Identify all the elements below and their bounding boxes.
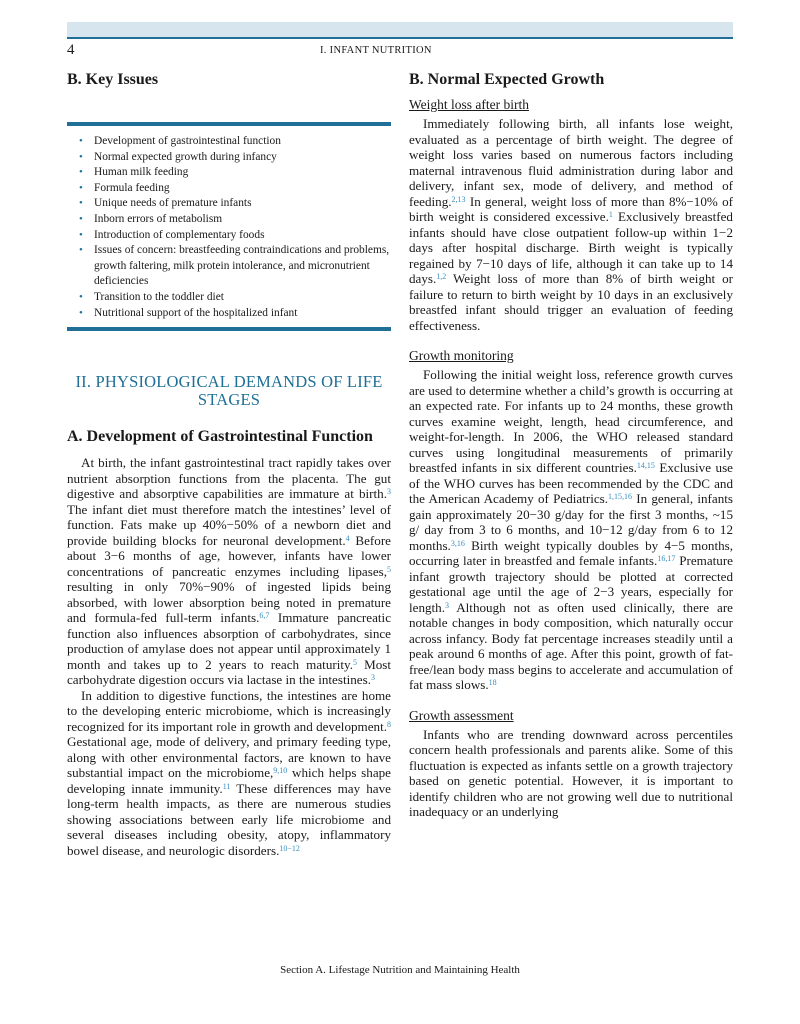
bullet-icon: •	[79, 306, 83, 319]
citation-link[interactable]: 14,15	[636, 461, 655, 470]
text-run: Birth weight typically doubles by 4−5 months, occurring later in breastfed and female infants.	[409, 537, 733, 568]
citation-link[interactable]: 9,10	[273, 766, 288, 776]
bullet-icon: •	[79, 212, 83, 225]
citation-link[interactable]: 1	[608, 210, 613, 219]
key-issue-text: Formula feeding	[94, 181, 170, 194]
subheading-weight-loss: Weight loss after birth	[409, 97, 530, 112]
key-issue-text: Human milk feeding	[94, 166, 189, 179]
text-run: In general, infants gain approximately 20−30 g/day for the first 3 months, ~15 g/ day from 3 to 6 months, and 10−12 g/day from 6 to 12 months.	[409, 491, 733, 553]
citation-link[interactable]: 1,15,16	[608, 492, 633, 501]
text-run: Exclusive use of the WHO curves has been recommended by the CDC and the American Academy of Pediatrics.	[409, 460, 733, 506]
citation-link[interactable]: 1,2	[436, 272, 447, 281]
growth-heading: B. Normal Expected Growth	[409, 71, 605, 88]
key-issue-text: Issues of concern: breastfeeding contraindications and problems, growth faltering, milk protein intolerance, and micronutrient deficiencies	[94, 244, 390, 288]
key-issue-item	[67, 181, 391, 197]
text-run: Gestational age, mode of delivery, and primary feeding type, along with other environmental factors, are known to have substantial impact on the microbiome,	[67, 734, 391, 781]
citation-link[interactable]: 10−12	[279, 843, 300, 853]
citation-link[interactable]: 3	[370, 673, 375, 683]
key-issue-text: Unique needs of premature infants	[94, 197, 252, 210]
bullet-icon: •	[79, 228, 83, 241]
key-issue-item	[67, 134, 391, 150]
text-run: Before about 3−6 months of age, however, infants have lower concentrations of pancreatic enzymes including lipases,	[67, 532, 391, 579]
key-issue-item	[67, 165, 391, 181]
right-column	[409, 68, 733, 820]
body-paragraph	[67, 455, 391, 688]
text-run: Infants who are trending downward across percentiles concern health professionals and parents alike. Some of this fluctuation is expected as infants settle on a growth trajectory based on genetic potential. However, it is important to identify children who are not growing well due to nutritional inadequacy or an underlying	[409, 726, 733, 819]
subsection-heading: A. Development of Gastrointestinal Function	[67, 428, 373, 446]
citation-link[interactable]: 5	[387, 564, 391, 574]
subheading-growth-monitoring: Growth monitoring	[409, 348, 514, 363]
citation-link[interactable]: 8	[387, 719, 391, 729]
key-issues-box	[67, 122, 391, 331]
citation-link[interactable]: 4	[345, 533, 350, 543]
text-run: Premature infant growth trajectory should be plotted at corrected gestational age until the age of 2−3 years, especially for length.	[409, 553, 733, 615]
page-number: 4	[67, 42, 75, 58]
citation-link[interactable]: 16,17	[657, 554, 676, 563]
text-run: In general, weight loss of more than 8%−10% of birth weight is considered excessive.	[409, 193, 733, 224]
key-issues-list	[67, 134, 391, 321]
key-issue-item	[67, 150, 391, 166]
key-issue-text: Nutritional support of the hospitalized infant	[94, 306, 298, 319]
key-issue-item	[67, 212, 391, 228]
key-issue-text: Development of gastrointestinal function	[94, 135, 281, 147]
bullet-icon: •	[79, 150, 83, 163]
body-paragraph	[409, 116, 733, 333]
subheading-growth-assessment: Growth assessment	[409, 707, 514, 723]
body-paragraph	[67, 688, 391, 859]
text-run: Most carbohydrate digestion occurs via lactase in the intestines.	[67, 656, 391, 688]
text-run: Following the initial weight loss, reference growth curves are used to determine whether a child’s growth is occurring at an expected rate. For infants up to 24 months, these growth curves examine weight, length, head circumference, and weight-for-length. In 2006, the WHO released standard curves using longitudinal measurements of primarily breastfed infants in six different countries.	[409, 367, 733, 475]
text-run: Immature pancreatic function also influences absorption of carbohydrates, since production of amylase does not appear until approximately 1 month and takes up to 2 years to reach maturity.	[67, 610, 392, 672]
citation-link[interactable]: 3,16	[450, 538, 465, 548]
text-run: The infant diet must therefore match the intestines’ level of function. Fats make up 40%−50% of a newborn diet and provide building blocks for neuronal development.	[67, 501, 391, 548]
text-run: These differences may have long-term health impacts, as there are numerous studies showing associations between early life microbiome and several diseases including obesity, atopy, inflammatory bowel disease, and neurologic disorders.	[67, 780, 391, 858]
bullet-icon: •	[79, 166, 83, 179]
left-column	[67, 68, 391, 858]
citation-link[interactable]: 3	[387, 487, 391, 497]
bullet-icon: •	[79, 244, 83, 257]
bullet-icon: •	[79, 181, 83, 194]
running-head: I. INFANT NUTRITION	[320, 45, 432, 56]
key-issue-item	[67, 306, 391, 322]
text-run: which helps shape developing innate immunity.	[67, 765, 391, 796]
key-issues-heading: B. Key Issues	[67, 71, 159, 88]
section-heading: II. PHYSIOLOGICAL DEMANDS OF LIFE STAGES	[75, 372, 383, 410]
text-run: At birth, the infant gastrointestinal tract rapidly takes over nutrient absorption functions from the placenta. The gut digestive and absorptive capabilities are immature at birth.	[67, 455, 391, 502]
text-run: Immediately following birth, all infants lose weight, evaluated as a percentage of birth weight. The degree of weight loss varies based on numerous factors including maternal intravenous fluid administration during labor and delivery, infant sex, mode of delivery, and method of feeding.	[409, 116, 733, 209]
citation-link[interactable]: 11	[222, 781, 231, 791]
key-issue-item	[67, 290, 391, 306]
text-run: resulting in only 70%−90% of ingested lipids being absorbed, with lower absorption being noted in premature and formula-fed full-term infants.	[67, 579, 391, 626]
body-paragraph	[409, 727, 733, 820]
citation-link[interactable]: 5	[352, 657, 357, 667]
bullet-icon: •	[79, 197, 83, 210]
text-run: In addition to digestive functions, the intestines are home to the developing enteric microbiome, which is increasingly recognized for its important role in growth and development.	[67, 687, 391, 734]
page-footer: Section A. Lifestage Nutrition and Maintaining Health	[280, 964, 520, 976]
citation-link[interactable]: 2,13	[451, 194, 466, 204]
key-issue-text: Introduction of complementary foods	[94, 228, 265, 241]
bullet-icon: •	[79, 135, 83, 147]
citation-link[interactable]: 18	[488, 678, 497, 687]
key-issue-item	[67, 228, 391, 244]
key-issue-item	[67, 243, 391, 290]
key-issue-text: Transition to the toddler diet	[94, 290, 224, 303]
text-run: Weight loss of more than 8% of birth weight or failure to return to birth weight by 10 days in an exclusively breastfed infant should trigger an evaluation of feeding effectiveness.	[409, 271, 733, 333]
body-paragraph	[409, 367, 733, 693]
text-run: Exclusively breastfed infants should have close outpatient follow-up within 1−2 days after hospital discharge. Birth weight is typically regained by 7−10 days of life, although it can take up to 14 days.	[409, 209, 733, 286]
key-issue-text: Inborn errors of metabolism	[94, 212, 223, 225]
citation-link[interactable]: 3	[445, 600, 450, 610]
key-issue-text: Normal expected growth during infancy	[94, 150, 277, 163]
bullet-icon: •	[79, 290, 83, 303]
header-bar	[67, 22, 733, 39]
text-run: Although not as often used clinically, there are notable changes in body composition, which naturally occur across infancy. Body fat percentage increases steadily until a peak around 6 months of age. After this point, growth of fat-free/lean body mass begins to accelerate and accumulation of fat mass slows.	[409, 599, 733, 692]
citation-link[interactable]: 6,7	[259, 611, 270, 621]
key-issue-item	[67, 196, 391, 212]
